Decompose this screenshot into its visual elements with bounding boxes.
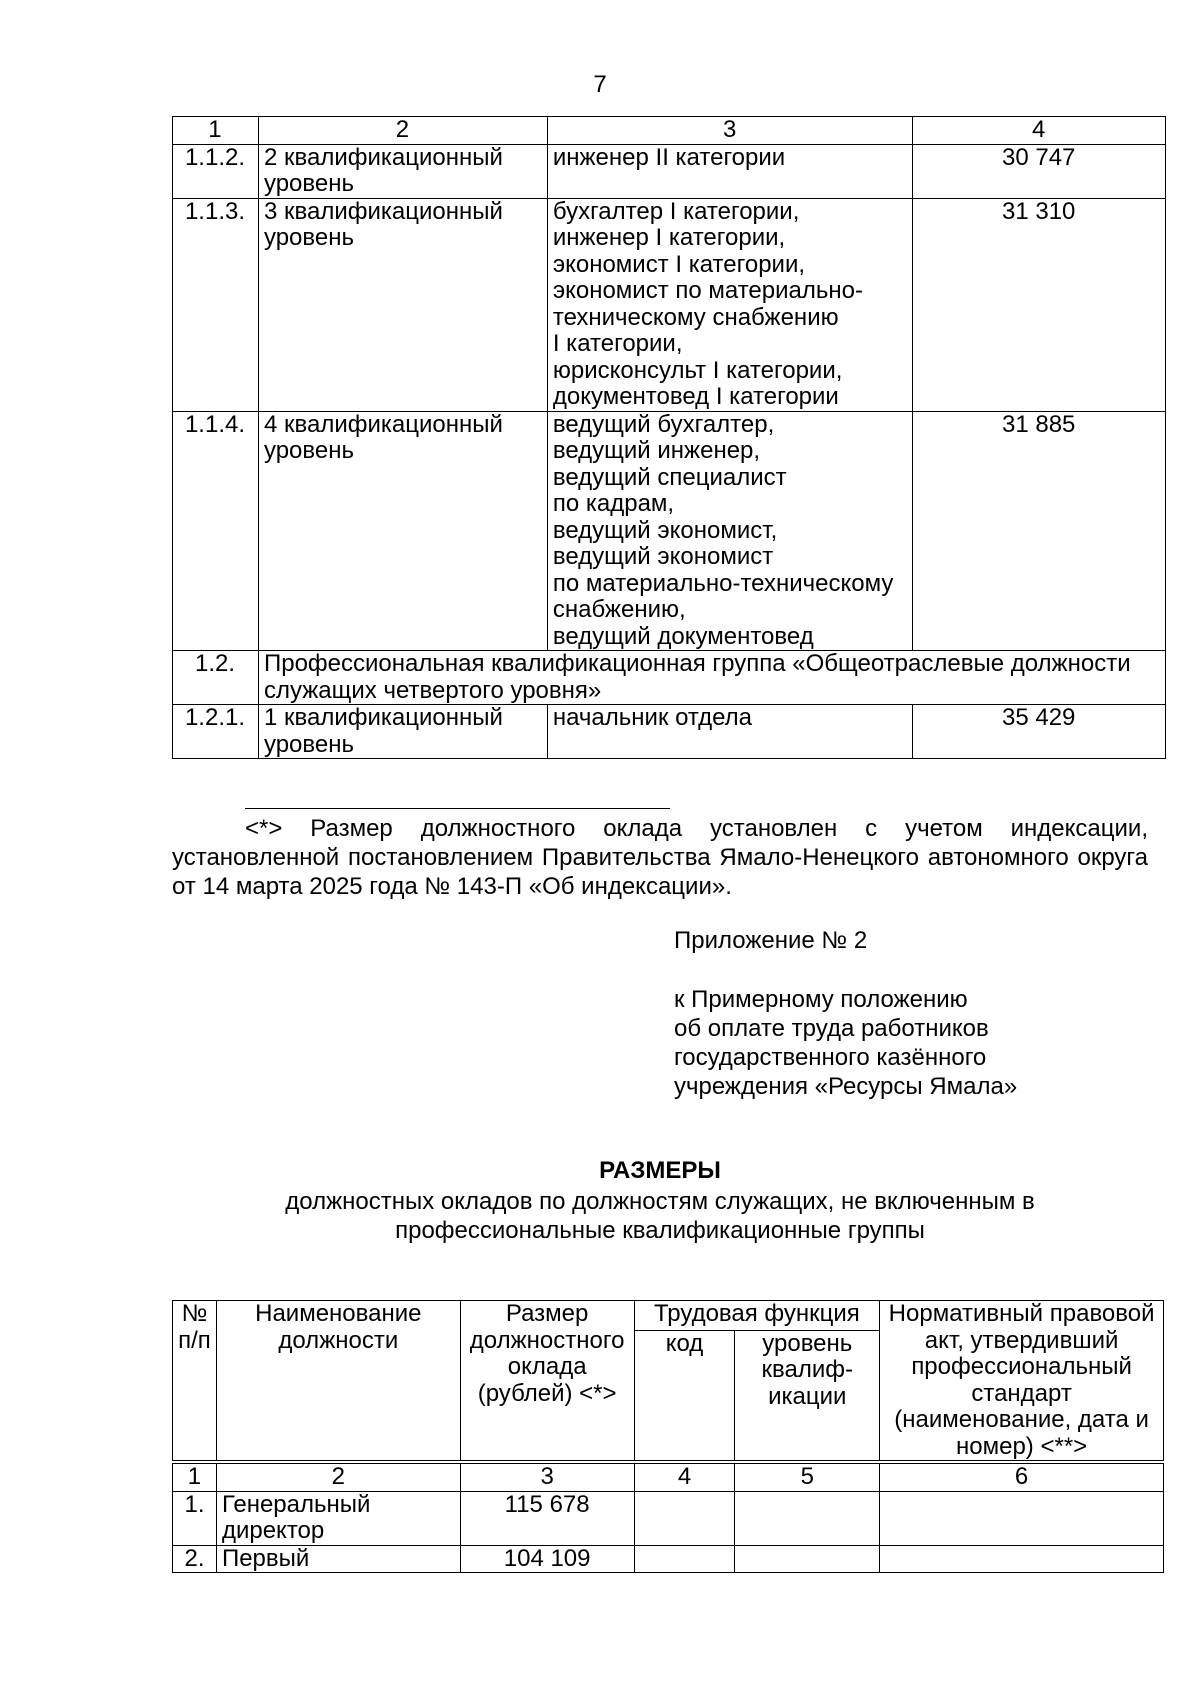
appendix-line: об оплате труда работников (674, 1015, 989, 1042)
header-code: код (634, 1330, 735, 1462)
row-number: 1.2. (173, 651, 259, 705)
position: ведущий бухгалтер, (552, 410, 775, 438)
position: ведущий экономист, (552, 516, 778, 544)
position-name: Генеральный директор (216, 1491, 460, 1545)
salary-value: 115 678 (460, 1491, 634, 1545)
position: инженер I категории, (552, 224, 786, 251)
group-row (173, 651, 1166, 705)
qual-level-cell (735, 1491, 880, 1545)
position: снабжению, (552, 596, 686, 623)
table-row (173, 1545, 1164, 1573)
row-number: 1.1.3. (173, 198, 259, 411)
positions-cell (547, 144, 913, 198)
qualification-level: 1 квалификационный уровень (258, 705, 547, 759)
header-labor-function: Трудовая функция (634, 1301, 880, 1331)
col-number: 6 (880, 1462, 1164, 1491)
standard-cell (880, 1491, 1164, 1545)
header-name: Наименование должности (216, 1301, 460, 1463)
header-salary: Размер должностного оклада (рублей) <*> (460, 1301, 634, 1463)
group-title: Профессиональная квалификационная группа «Общеотраслевые должности служащих четвертого уровня» (258, 651, 1165, 705)
position: бухгалтер I категории, (552, 197, 800, 225)
position: ведущий документовед (552, 622, 814, 650)
positions-cell (547, 411, 913, 651)
col-number: 4 (913, 117, 1166, 145)
table-row (173, 1491, 1164, 1545)
appendix-caption (674, 985, 1174, 1101)
position: I категории, (552, 330, 683, 357)
col-number: 2 (258, 117, 547, 145)
section-subheading: должностных окладов по должностям служащих, не включенным в профессиональные квалификационные группы (285, 1188, 1035, 1244)
position: начальник отдела (552, 704, 753, 731)
header-num: № п/п (173, 1301, 217, 1463)
footnote: <*> Размер должностного оклада установлен с учетом индексации, установленной постановлением Правительства Ямало-Ненецкого автономного округа от 14 марта 2025 года № 143-П «Об индексации». (172, 815, 1148, 900)
qualification-level: 4 квалификационный уровень (258, 411, 547, 651)
row-number: 2. (173, 1545, 217, 1573)
row-number: 1. (173, 1491, 217, 1545)
position: экономист по материально- (552, 277, 863, 304)
page-number: 7 (593, 71, 607, 98)
col-number: 1 (173, 1462, 217, 1491)
salary-value: 30 747 (913, 144, 1166, 198)
position: по материально-техническому (552, 569, 894, 597)
col-number: 3 (460, 1462, 634, 1491)
table-row (173, 144, 1166, 198)
header-standard: Нормативный правовой акт, утвердивший профессиональный стандарт (наименование, дата и номер) <**> (880, 1301, 1164, 1463)
qual-level-cell (735, 1545, 880, 1573)
position: ведущий специалист (552, 463, 787, 491)
column-number-row (173, 1462, 1164, 1491)
code-cell (634, 1545, 735, 1573)
footnote-separator (245, 808, 670, 809)
col-number: 2 (216, 1462, 460, 1491)
salary-value: 104 109 (460, 1545, 634, 1573)
appendix-title: Приложение № 2 (674, 927, 868, 954)
code-cell (634, 1491, 735, 1545)
position: экономист I категории, (552, 250, 806, 278)
position-name: Первый (216, 1545, 460, 1573)
col-number: 4 (634, 1462, 735, 1491)
position: техническому снабжению (552, 303, 839, 331)
col-number: 1 (173, 117, 259, 145)
qualification-level: 3 квалификационный уровень (258, 198, 547, 411)
position: по кадрам, (552, 490, 675, 517)
position: ведущий инженер, (552, 437, 761, 464)
section-heading: РАЗМЕРЫ (599, 1157, 721, 1184)
position: юрисконсульт I категории, (552, 356, 843, 384)
position: документовед I категории (552, 383, 839, 410)
header-row (173, 1301, 1164, 1331)
salary-table-unclassified (172, 1300, 1164, 1573)
salary-value: 31 310 (913, 198, 1166, 411)
qualification-level: 2 квалификационный уровень (258, 144, 547, 198)
col-number: 5 (735, 1462, 880, 1491)
positions-cell (547, 705, 913, 759)
column-number-row (173, 117, 1166, 145)
salary-table-continued (172, 116, 1166, 759)
row-number: 1.1.2. (173, 144, 259, 198)
row-number: 1.2.1. (173, 705, 259, 759)
appendix-line: учреждения «Ресурсы Ямала» (674, 1073, 1018, 1100)
salary-value: 35 429 (913, 705, 1166, 759)
header-qual-level: уровень квалиф-икации (735, 1330, 880, 1462)
positions-cell (547, 198, 913, 411)
position: инженер II категории (552, 143, 786, 171)
row-number: 1.1.4. (173, 411, 259, 651)
col-number: 3 (547, 117, 913, 145)
table-row (173, 411, 1166, 651)
position: ведущий экономист (552, 543, 774, 570)
salary-value: 31 885 (913, 411, 1166, 651)
appendix-line: к Примерному положению (674, 986, 968, 1013)
standard-cell (880, 1545, 1164, 1573)
appendix-line: государственного казённого (674, 1044, 987, 1071)
table-row (173, 198, 1166, 411)
table-row (173, 705, 1166, 759)
